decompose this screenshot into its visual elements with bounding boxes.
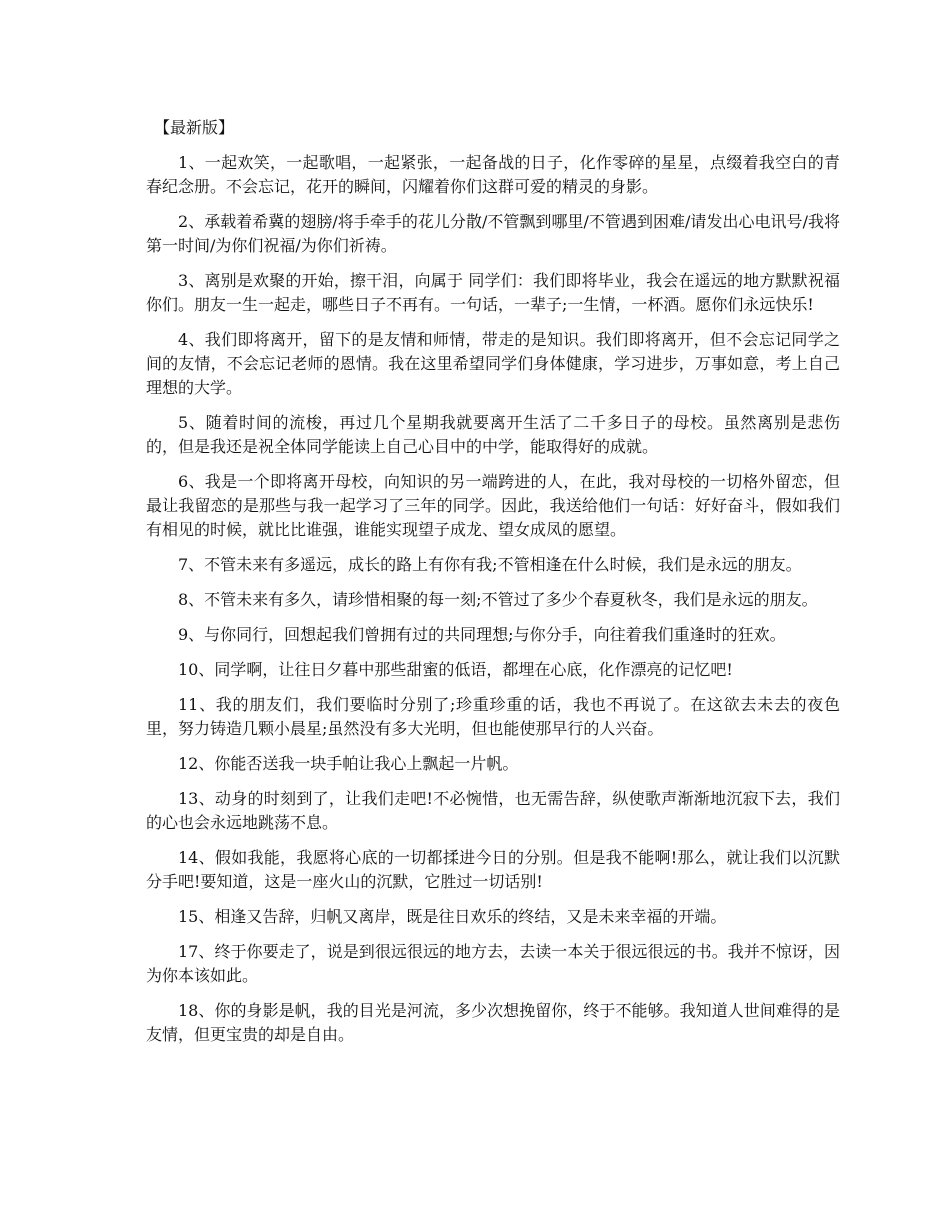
paragraph-3: 3、离别是欢聚的开始，擦干泪，向属于 同学们：我们即将毕业，我会在遥远的地方默默祝福你们。朋友一生一起走，哪些日子不再有。一句话，一辈子;一生情，一杯酒。愿你们永远快乐!: [146, 271, 840, 314]
paragraph-18: 18、你的身影是帆，我的目光是河流，多少次想挽留你，终于不能够。我知道人世间难得的是友情，但更宝贵的却是自由。: [146, 1001, 840, 1044]
paragraph-9: 9、与你同行，回想起我们曾拥有过的共同理想;与你分手，向往着我们重逢时的狂欢。: [178, 625, 786, 644]
paragraph-15: 15、相逢又告辞，归帆又离岸，既是往日欢乐的终结，又是未来幸福的开端。: [178, 907, 727, 926]
document-body: [146, 116, 840, 1058]
paragraph-17: 17、终于你要走了，说是到很远很远的地方去，去读一本关于很远很远的书。我并不惊讶，因为你本该如此。: [146, 942, 840, 985]
paragraph-1: 1、一起欢笑，一起歌唱，一起紧张，一起备战的日子，化作零碎的星星，点缀着我空白的青春纪念册。不会忘记，花开的瞬间，闪耀着你们这群可爱的精灵的身影。: [146, 153, 840, 196]
paragraph-12: 12、你能否送我一块手帕让我心上飘起一片帆。: [178, 754, 519, 773]
paragraph-10: 10、同学啊，让往日夕暮中那些甜蜜的低语，都埋在心底，化作漂亮的记忆吧!: [178, 660, 733, 679]
paragraph-6: 6、我是一个即将离开母校，向知识的另一端跨进的人，在此，我对母校的一切格外留恋，但最让我留恋的是那些与我一起学习了三年的同学。因此，我送给他们一句话：好好奋斗，假如我们有相见的时候，就比比谁强，谁能实现望子成龙、望女成凤的愿望。: [146, 472, 840, 539]
paragraph-13: 13、动身的时刻到了，让我们走吧!不必惋惜，也无需告辞，纵使歌声渐渐地沉寂下去，我们的心也会永远地跳荡不息。: [146, 789, 840, 832]
paragraph-8: 8、不管未来有多久，请珍惜相聚的每一刻;不管过了多少个春夏秋冬，我们是永远的朋友。: [178, 590, 818, 609]
paragraph-11: 11、我的朋友们，我们要临时分别了;珍重珍重的话，我也不再说了。在这欲去未去的夜色里，努力铸造几颗小晨星;虽然没有多大光明，但也能使那早行的人兴奋。: [146, 695, 840, 738]
paragraph-4: 4、我们即将离开，留下的是友情和师情，带走的是知识。我们即将离开，但不会忘记同学之间的友情，不会忘记老师的恩情。我在这里希望同学们身体健康，学习进步，万事如意，考上自己理想的大学。: [146, 330, 840, 397]
paragraph-14: 14、假如我能，我愿将心底的一切都揉进今日的分别。但是我不能啊!那么，就让我们以沉默分手吧!要知道，这是一座火山的沉默，它胜过一切话别!: [146, 848, 840, 891]
document-heading: 【最新版】: [154, 118, 235, 137]
paragraph-2: 2、承载着希冀的翅膀/将手牵手的花儿分散/不管飘到哪里/不管遇到困难/请发出心电讯号/我将第一时间/为你们祝福/为你们祈祷。: [146, 212, 840, 255]
paragraph-5: 5、随着时间的流梭，再过几个星期我就要离开生活了二千多日子的母校。虽然离别是悲伤的，但是我还是祝全体同学能读上自己心目中的中学，能取得好的成就。: [146, 413, 840, 456]
paragraph-7: 7、不管未来有多遥远，成长的路上有你有我;不管相逢在什么时候，我们是永远的朋友。: [178, 555, 802, 574]
